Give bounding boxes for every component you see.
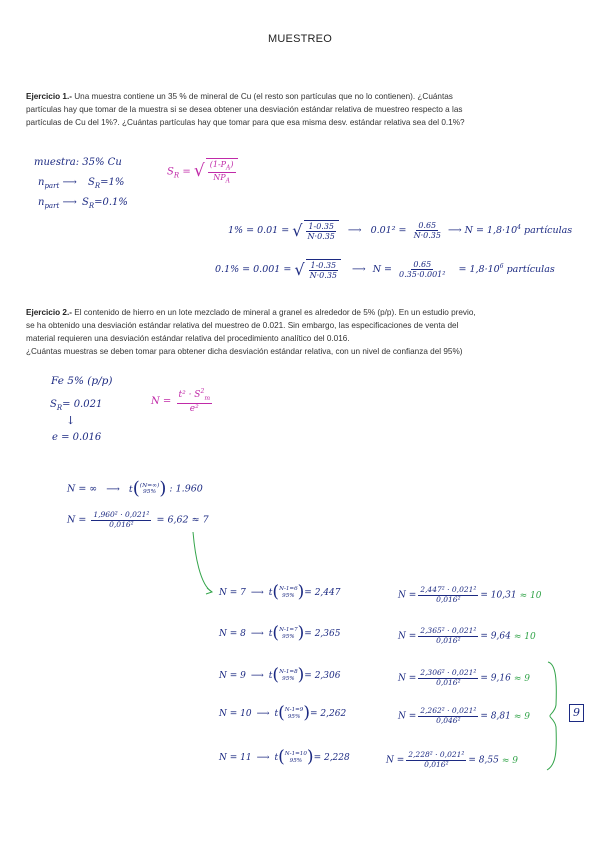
hw-muestra: muestra: 35% Cu (34, 157, 122, 168)
arrow-icon: ⟶ (250, 629, 264, 640)
n-formula-den: e² (189, 403, 199, 414)
arrow-icon: ⟶ (250, 588, 264, 599)
iteration-n-lhs: N = (398, 673, 417, 684)
iteration-dof: N-1=8 (279, 669, 298, 676)
iteration-t-value: = 2,262 (310, 709, 347, 720)
sr-symbol: S (82, 197, 89, 208)
exercise-1-label: Ejercicio 1.- (26, 92, 72, 101)
n0-num: 1,960² · 0,021² (93, 510, 150, 519)
n-formula-lhs: N = (151, 396, 172, 408)
hw-n-infinity: N = ∞ ⟶ t ( (N=∞) 95% ) : 1.960 (67, 478, 203, 499)
iteration-conf: 95% (282, 675, 295, 682)
t-symbol: t (128, 483, 133, 495)
iteration-t-row: N = 7 ⟶ t ( N-1=6 95% ) = 2,447 (219, 582, 341, 602)
sr-symbol: S (88, 177, 95, 188)
eq1-num: 1-0.35 (308, 222, 335, 231)
iteration-n-row (386, 751, 518, 769)
iteration-n-row (398, 669, 530, 687)
iteration-num: 2,447² · 0,021² (420, 585, 477, 594)
iteration-dof: N-1=6 (279, 586, 298, 593)
eq2-den2: 0.35·0.001² (399, 270, 446, 280)
iteration-dof: N-1=9 (284, 707, 304, 714)
t-symbol: t (268, 628, 273, 639)
iteration-n-row (398, 627, 536, 645)
exercise-2-label: Ejercicio 2.- (26, 308, 72, 317)
iteration-num: 2,365² · 0,021² (420, 626, 477, 635)
iteration-t-row: N = 8 ⟶ t ( N-1=7 95% ) = 2,365 (219, 623, 341, 643)
formula-den: NP (213, 173, 226, 183)
iteration-result: = 9,64 (480, 631, 511, 642)
sr-value: = 0.021 (62, 399, 103, 410)
formula-num: (1-P (209, 160, 227, 169)
iteration-den: 0,016² (436, 635, 461, 645)
page-title: MUESTREO (268, 33, 332, 45)
eq1-lhs: 1% = 0.01 = (228, 225, 290, 237)
t-symbol: t (274, 752, 279, 763)
sr-symbol: S (50, 399, 57, 410)
eq2-den: N·0.35 (309, 271, 337, 281)
arrow-icon: ⟶ (447, 225, 462, 237)
green-brace (547, 662, 556, 770)
iteration-conf: 95% (289, 757, 303, 764)
iteration-den: 0,046² (436, 715, 461, 725)
n0-den: 0,016² (109, 519, 134, 529)
t-symbol: t (268, 587, 273, 598)
n-formula-sub: m (204, 394, 211, 402)
iteration-conf: 95% (282, 633, 295, 640)
arrow-icon: ⟶ (250, 671, 264, 682)
exercise-2-line-3: material requieren una desviación estándar relativa del procedimiento analítico del 0.016. (26, 334, 350, 343)
sr-1-value: =1% (100, 177, 125, 188)
arrow-icon: ⟶ (347, 225, 362, 237)
hw-sr-formula: $S_R$ = √ $\frac{(1-P_A)}{NP_A}$ (167, 158, 238, 186)
iteration-n-row (398, 586, 541, 604)
ninf-bot: 95% (143, 489, 157, 496)
iteration-t-value: = 2,306 (304, 671, 341, 682)
eq2-word: partículas (506, 264, 555, 276)
arrow-icon: ⟶ (62, 197, 77, 208)
iteration-rounded: ≈ 10 (519, 590, 542, 601)
npart-sub: part (44, 182, 60, 190)
exercise-1-line-2: partículas hay que tomar de la muestra si se desea obtener una desviación estándar relativa de muestreo respecto a las (26, 105, 463, 114)
iteration-n-lhs: N = (398, 631, 417, 642)
eq1-word: partículas (524, 225, 573, 237)
formula-sr-sub: R (173, 171, 180, 180)
eq2-num2: 0.65 (413, 260, 432, 269)
formula-num-sub: A (226, 164, 231, 172)
eq1-num2: 0.65 (418, 221, 437, 230)
npart-symbol: n (38, 177, 45, 188)
npart-sub: part (44, 202, 60, 210)
exercise-2-line-4: ¿Cuántas muestras se deben tomar para obtener dicha desviación estándar relativa, con un nivel de confianza del 95%) (26, 347, 463, 356)
green-arrowhead (206, 588, 212, 594)
iteration-rounded: ≈ 9 (513, 673, 530, 684)
hw-e: e = 0.016 (52, 432, 102, 443)
eq1-den2: N·0.35 (413, 231, 441, 241)
iteration-n-lhs: N = (386, 755, 405, 766)
iteration-n: N = 10 (219, 709, 252, 720)
eq2-num: 1-0.35 (310, 261, 337, 270)
eq2-lhs: 0.1% = 0.001 = (215, 264, 292, 276)
iteration-num: 2,228² · 0,021² (408, 750, 465, 759)
arrow-icon: ⟶ (106, 483, 120, 495)
eq1-den: N·0.35 (307, 232, 335, 242)
ninf-value: : 1.960 (169, 483, 203, 495)
formula-sr: S (167, 166, 174, 178)
n-formula-num: t² · S (178, 390, 201, 400)
exercise-2-line-2: se ha obtenido una desviación estándar relativa del muestreo de 0.021. Sin embargo, las especificaciones de venta del (26, 321, 459, 330)
answer-box: 9 (569, 704, 584, 722)
iteration-n: N = 7 (219, 588, 246, 599)
iteration-result: = 9,16 (480, 673, 511, 684)
iteration-den: 0,016² (436, 677, 461, 687)
exercise-1-line-1: Una muestra contiene un 35 % de mineral de Cu (el resto son partículas que no lo contienen). ¿Cuántas (71, 92, 453, 101)
iteration-conf: 95% (287, 713, 301, 720)
hw-fe: Fe 5% (p/p) (51, 375, 113, 387)
iteration-result: = 8,55 (468, 755, 499, 766)
iteration-den: 0,016² (436, 594, 461, 604)
exercise-2-line-1: El contenido de hierro en un lote mezclado de mineral a granel es alrededor de 5% (p/p). En un estudio previo, (71, 308, 476, 317)
green-arrow-path (193, 532, 212, 592)
iteration-t-value: = 2,447 (304, 588, 341, 599)
hw-eq-2: 0.1% = 0.001 = √ $\frac{1-0.35}{N\cdot 0.35}$ ⟶ N = $\frac{0.65}{\text{0.35·0.001²}}$ = $1,8\cdot 10^6$ partículas (215, 259, 555, 281)
n-formula-sup: 2 (200, 388, 205, 395)
iteration-t-row: N = 9 ⟶ t ( N-1=8 95% ) = 2,306 (219, 665, 341, 685)
arrow-icon: ⟶ (352, 264, 366, 276)
ninf-top: (N=∞) (139, 482, 160, 489)
arrow-icon: ⟶ (256, 709, 270, 720)
iteration-n: N = 11 (219, 753, 252, 764)
iteration-t-value: = 2,365 (304, 629, 341, 640)
eq2-mid: N = (372, 264, 392, 276)
eq1-mid: 0.01² = (370, 225, 407, 237)
eq1-result: N = 1,8·10 (464, 225, 518, 237)
iteration-num: 2,306² · 0,021² (420, 668, 477, 677)
sr-sub: R (94, 182, 101, 190)
iteration-n: N = 8 (219, 629, 246, 640)
hw-eq-1: 1% = 0.01 = √ $\frac{1-0.35}{N\cdot 0.35}$ ⟶ 0.01² = $\frac{0.65}{N\cdot 0.35}$ ⟶ $N = 1,8\cdot 10^4$ partículas (228, 220, 573, 242)
iteration-num: 2,262² · 0,021² (420, 706, 477, 715)
iteration-t-value: = 2,228 (313, 753, 350, 764)
formula-den-sub: A (225, 178, 230, 186)
iteration-dof: N-1=7 (279, 627, 298, 634)
n0-lhs: N = (67, 514, 87, 526)
npart-symbol: n (38, 197, 45, 208)
eq1-exp: 4 (517, 224, 521, 232)
formula-num-end: ) (230, 160, 234, 169)
iteration-t-row: N = 11 ⟶ t ( N-1=10 95% ) = 2,228 (219, 747, 350, 767)
sr-2-value: =0.1% (94, 197, 128, 208)
iteration-n-lhs: N = (398, 590, 417, 601)
iteration-n: N = 9 (219, 671, 246, 682)
iteration-rounded: ≈ 10 (513, 631, 536, 642)
iteration-n-row (398, 707, 530, 725)
iteration-result: = 8,81 (480, 711, 511, 722)
t-symbol: t (274, 708, 279, 719)
iteration-conf: 95% (282, 592, 295, 599)
sr-sub: R (56, 404, 63, 412)
sqrt-symbol: √ $\frac{(1-P_A)}{NP_A}$ (194, 158, 238, 186)
iteration-t-row: N = 10 ⟶ t ( N-1=9 95% ) = 2,262 (219, 703, 347, 723)
iteration-dof: N-1=10 (284, 751, 307, 758)
iteration-rounded: ≈ 9 (501, 755, 518, 766)
iteration-den: 0,016² (424, 759, 449, 769)
iteration-n-lhs: N = (398, 711, 417, 722)
eq2-result: = 1,8·10 (458, 264, 500, 276)
iteration-rounded: ≈ 9 (513, 711, 530, 722)
down-arrow-icon: ↓ (66, 414, 76, 427)
ninf-label: N = ∞ (67, 483, 98, 495)
n0-result: = 6,62 ≈ 7 (156, 514, 209, 526)
exercise-1-line-3: partículas de Cu del 1%?. ¿Cuántas partículas hay que tomar para que esa misma desv. estándar relativa sea del 0.1%? (26, 118, 465, 127)
iteration-result: = 10,31 (480, 590, 517, 601)
eq2-exp: 6 (499, 263, 504, 271)
t-symbol: t (268, 670, 273, 681)
arrow-icon: ⟶ (256, 753, 270, 764)
sr-sub: R (88, 202, 95, 210)
arrow-icon: ⟶ (62, 177, 77, 188)
